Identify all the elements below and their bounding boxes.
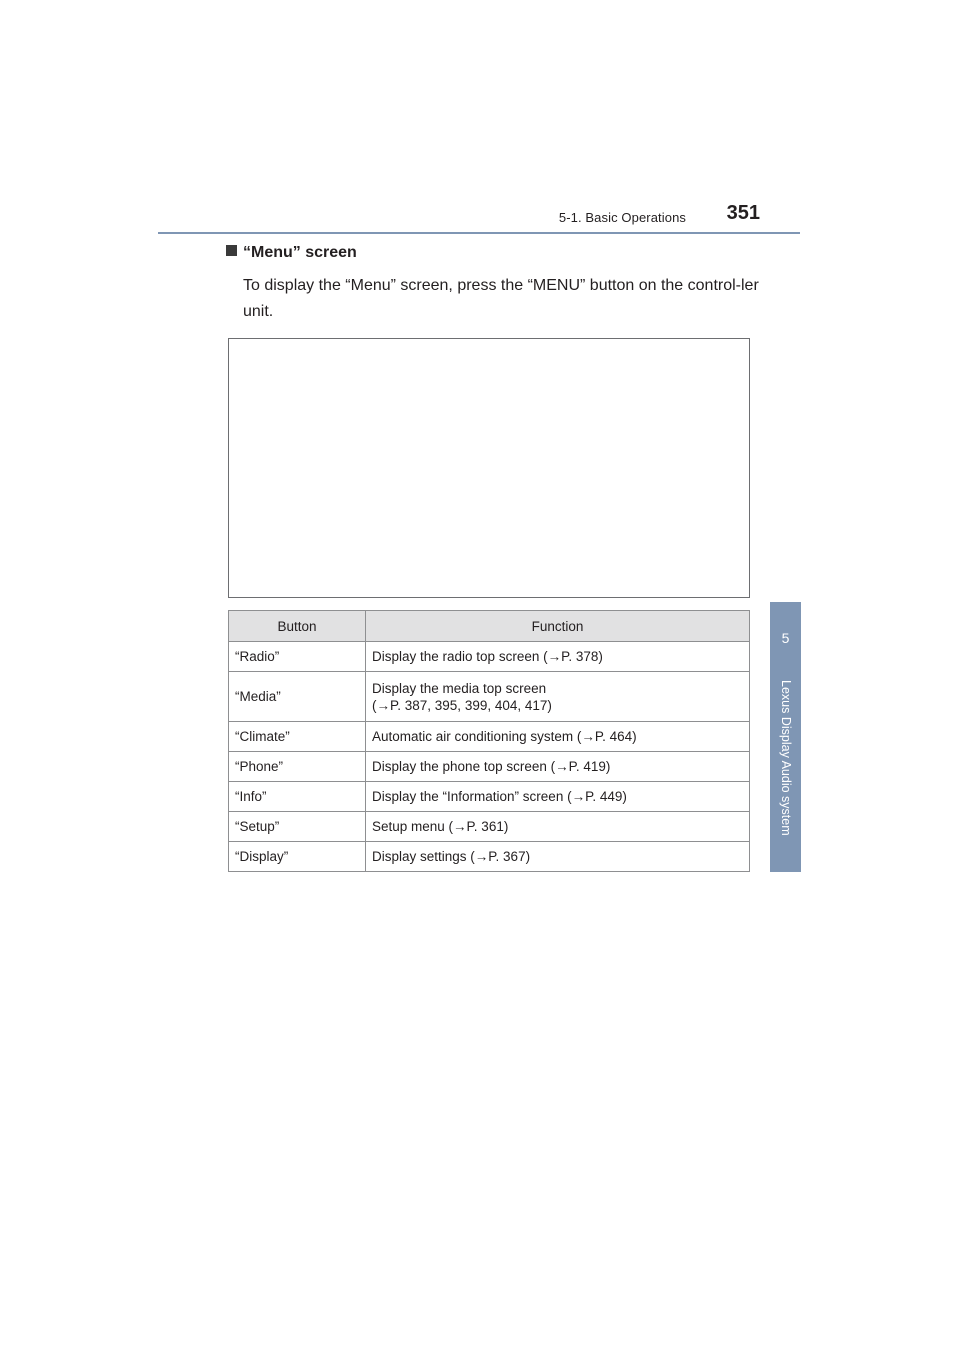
chapter-title-vertical	[776, 680, 796, 860]
table-row	[229, 642, 750, 672]
button-cell: “Info”	[229, 782, 366, 812]
button-cell: “Climate”	[229, 722, 366, 752]
function-cell: Setup menu (→P. 361)	[366, 812, 750, 842]
chapter-title: Lexus Display Audio system	[779, 680, 793, 836]
button-function-table	[228, 610, 750, 872]
chapter-number: 5	[781, 630, 790, 646]
function-cell: Display the radio top screen (→P. 378)	[366, 642, 750, 672]
table-row	[229, 782, 750, 812]
heading-text: “Menu” screen	[243, 244, 357, 261]
table-row	[229, 842, 750, 872]
chapter-tab	[770, 602, 801, 672]
function-cell: Automatic air conditioning system (→P. 464)	[366, 722, 750, 752]
function-cell: Display the “Information” screen (→P. 449)	[366, 782, 750, 812]
page-number: 351	[726, 202, 760, 224]
button-cell: “Setup”	[229, 812, 366, 842]
table-row	[229, 752, 750, 782]
table-header-row	[229, 611, 750, 642]
button-cell: “Phone”	[229, 752, 366, 782]
menu-screen-illustration	[228, 338, 750, 598]
column-header-button: Button	[229, 611, 366, 642]
page-header	[158, 204, 800, 236]
function-cell: Display the phone top screen (→P. 419)	[366, 752, 750, 782]
table-row	[229, 722, 750, 752]
button-cell: “Display”	[229, 842, 366, 872]
column-header-function: Function	[366, 611, 750, 642]
intro-paragraph: To display the “Menu” screen, press the “MENU” button on the control-ler unit.	[243, 277, 759, 320]
header-rule	[158, 232, 800, 234]
section-heading	[226, 244, 357, 262]
function-cell: Display the media top screen (→P. 387, 395, 399, 404, 417)	[366, 672, 750, 722]
square-bullet-icon	[226, 245, 237, 256]
section-title: 5-1. Basic Operations	[558, 210, 686, 225]
button-cell: “Radio”	[229, 642, 366, 672]
button-cell: “Media”	[229, 672, 366, 722]
function-cell: Display settings (→P. 367)	[366, 842, 750, 872]
table-row	[229, 812, 750, 842]
table-row	[229, 672, 750, 722]
